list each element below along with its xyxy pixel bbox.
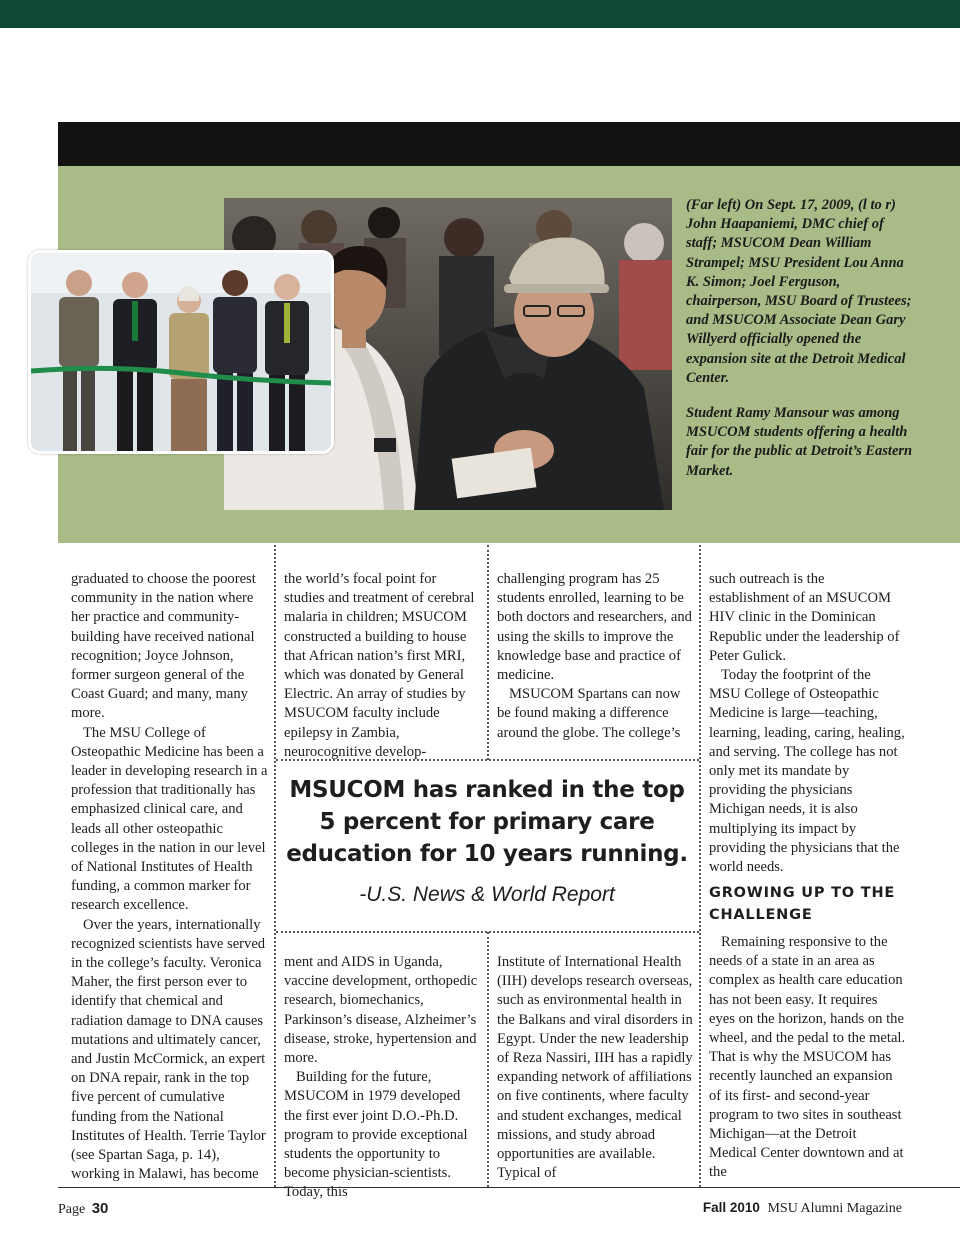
article-column-4-top	[709, 570, 906, 877]
publication-footer	[703, 1200, 902, 1217]
paragraph: Institute of International Health (IIH) develops research overseas, such as environmental health in the Balkans and viral disorders in Egypt. Under the new leadership of Reza Nassiri, IIH has a rapidly expanding network of affiliations on five continents, where faculty and student exchanges, medical missions, and study abroad opportunities are available. Typical of	[497, 954, 693, 1182]
paragraph: such outreach is the establishment of an MSUCOM HIV clinic in the Dominican Republic under the leadership of Peter Gulick.	[709, 571, 900, 664]
paragraph: Over the years, internationally recognized scientists have served in the college’s faculty. Veronica Maher, the first person ever to identify that chemical and radiation damage to DNA causes mutations and ultimately cancer, and Justin McCormick, an expert on DNA repair, rank in the top five percent of cumulative funding from the National Institutes of Health. Terrie Taylor (see Spartan Saga, p. 14), working in Malawi, has become	[71, 916, 266, 1183]
column-divider	[487, 545, 489, 760]
top-color-bar	[0, 0, 960, 28]
section-subhead: GROWING UP TO THE CHALLENGE	[709, 885, 896, 923]
paragraph: Building for the future, MSUCOM in 1979 developed the first ever joint D.O.-Ph.D. program to provide exceptional students the opportunity to become physician-scientists. Today, this	[284, 1069, 468, 1201]
page-number-value: 30	[91, 1200, 109, 1217]
page-label: Page	[58, 1202, 86, 1217]
article-column-3-bottom	[497, 953, 693, 1183]
article-column-2-bottom	[284, 953, 480, 1203]
ribbon-cutting-illustration	[31, 253, 331, 451]
column-divider	[699, 545, 701, 1187]
article-column-1	[71, 570, 268, 1185]
photo-caption-health-fair: Student Ramy Mansour was among MSUCOM students offering a health fair for the public at Detroit’s Eastern Market.	[686, 405, 913, 479]
paragraph: The MSU College of Osteopathic Medicine has been a leader in developing research in a profession that traditionally has emphasized clinical care, and leads all other osteopathic colleges in the nation in our level of National Institutes of Health funding, a common marker for research excellence.	[71, 724, 268, 914]
pull-quote-rule-bottom	[276, 931, 699, 933]
article-column-2-top	[284, 570, 480, 762]
paragraph: graduated to choose the poorest community in the nation where her practice and community-building have received national recognition; Joyce Johnson, former surgeon general of the Coast Guard; and many, many more.	[71, 571, 256, 722]
paragraph: Today the footprint of the MSU College of Osteopathic Medicine is large—teaching, learning, leading, caring, healing, and serving. The college has not only met its mandate by providing the physicians Michigan needs, it is also multiplying its impact by providing the physicians that the world needs.	[709, 667, 905, 876]
column-divider	[487, 932, 489, 1187]
paragraph: Remaining responsive to the needs of a state in an area as complex as health care education has not been easy. It requires eyes on the horizon, hands on the wheel, and the pedal to the metal. That is why the MSUCOM has recently launched an expansion of its first- and second-year program to two sites in southeast Michigan—at the Detroit Medical Center downtown and at the	[709, 934, 906, 1181]
issue-season: Fall 2010	[702, 1200, 760, 1215]
pull-quote-source: -U.S. News & World Report	[359, 883, 615, 906]
column-divider	[274, 545, 276, 1187]
paragraph: challenging program has 25 students enrolled, learning to be both doctors and researchers, and using the skills to improve the knowledge base and practice of medicine.	[497, 571, 692, 684]
ribbon-cutting-photo	[28, 250, 334, 454]
page-number	[58, 1200, 108, 1218]
pull-quote	[285, 774, 689, 907]
paragraph: the world’s focal point for studies and treatment of cerebral malaria in children; MSUCOM constructed a building to house that African nation’s first MRI, which was donated by General Electric. An array of studies by MSUCOM faculty include epilepsy in Zambia, neurocognitive develop-	[284, 571, 475, 760]
article-column-3-top	[497, 570, 693, 743]
article-column-4-bottom	[709, 933, 906, 1183]
publication-name: MSU Alumni Magazine	[767, 1201, 902, 1216]
pull-quote-text: MSUCOM has ranked in the top 5 percent for primary care education for 10 years running.	[286, 777, 688, 867]
header-band	[58, 122, 960, 166]
footer-rule	[58, 1187, 960, 1188]
paragraph: ment and AIDS in Uganda, vaccine development, orthopedic research, biomechanics, Parkinson’s disease, Alzheimer’s disease, stroke, hypertension and more.	[284, 954, 478, 1067]
photo-caption-ribbon: (Far left) On Sept. 17, 2009, (l to r) John Haapaniemi, DMC chief of staff; MSUCOM Dean William Strampel; MSU President Lou Anna K. Simon; Joel Ferguson, chairperson, MSU Board of Trustees; and MSUCOM Associate Dean Gary Willyerd officially opened the expansion site at the Detroit Medical Center.	[686, 197, 912, 386]
paragraph: MSUCOM Spartans can now be found making a difference around the globe. The college’s	[497, 686, 681, 741]
